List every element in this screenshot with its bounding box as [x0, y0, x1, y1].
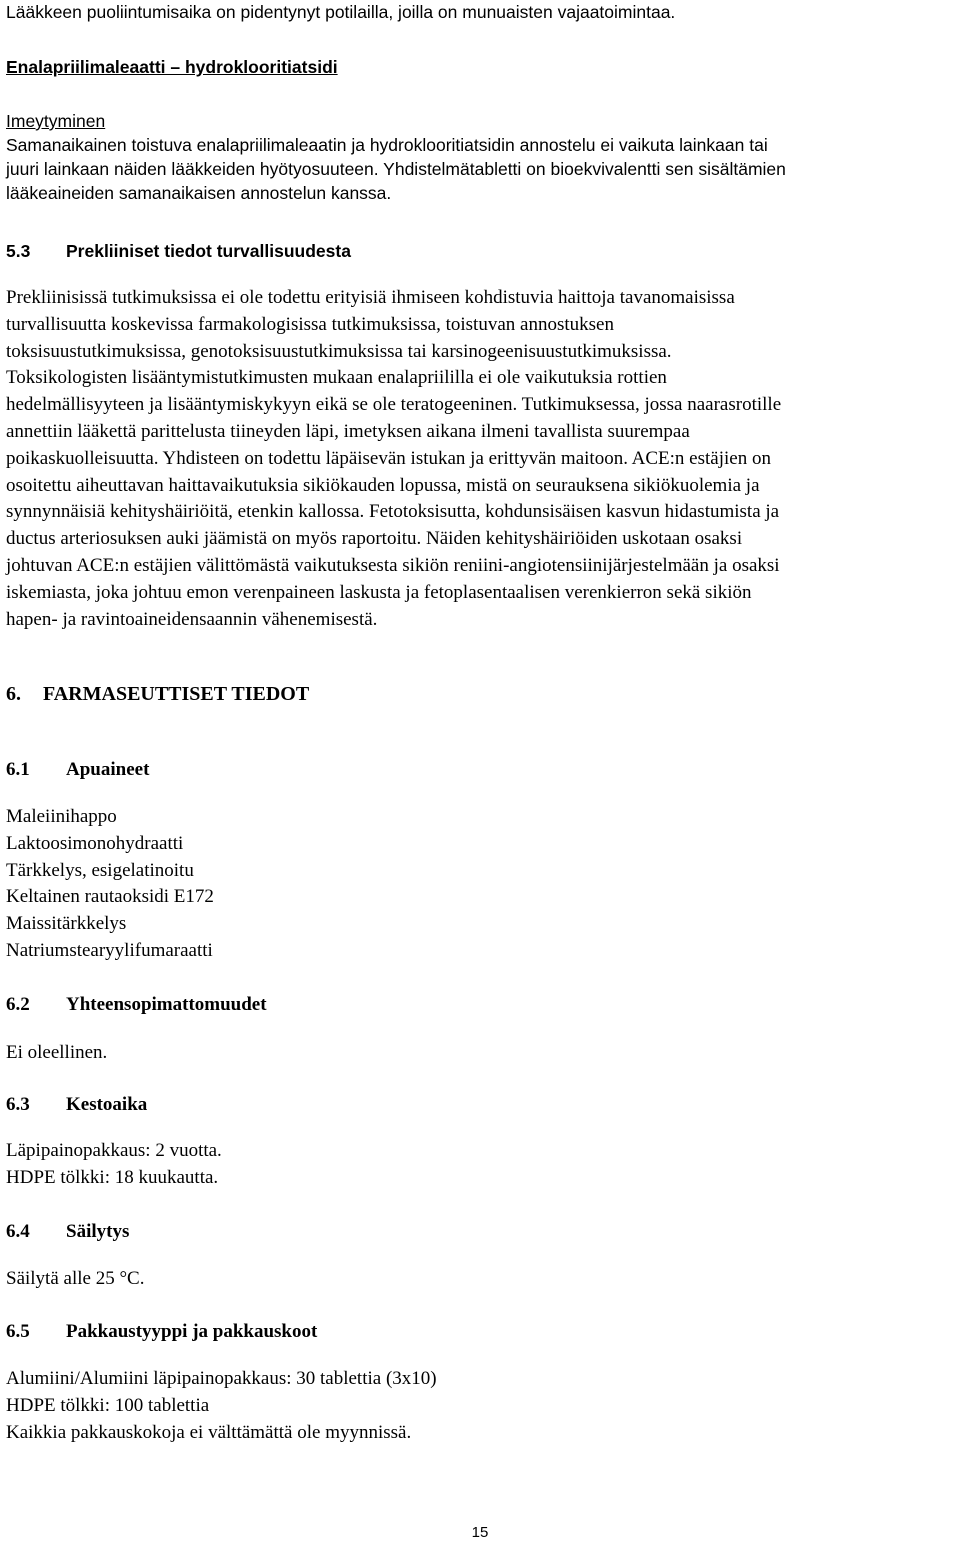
- section-6-1-heading: 6.1 Apuaineet: [6, 759, 150, 780]
- body-line: Läpipainopakkaus: 2 vuotta.: [6, 1140, 222, 1161]
- body-line: johtuvan ACE:n estäjien välittömästä vaikutuksesta sikiön reniini-angiotensiinijärjestelmään ja osaksi: [6, 554, 780, 576]
- list-item: Maissitärkkelys: [6, 913, 127, 935]
- body-line: turvallisuutta koskevissa farmakologisissa tutkimuksissa, toistuvan annostuksen: [6, 313, 614, 335]
- section-6-3-heading: 6.3 Kestoaika: [6, 1094, 148, 1115]
- page-number: 15: [471, 1524, 489, 1541]
- section-6-heading: 6. FARMASEUTTISET TIEDOT: [6, 683, 310, 705]
- body-line: HDPE tölkki: 18 kuukautta.: [6, 1166, 219, 1188]
- absorption-line: juuri lainkaan näiden lääkkeiden hyötyosuuteen. Yhdistelmätabletti on bioekvivalentti sen sisältämien: [6, 159, 786, 179]
- body-line: ductus arteriosuksen auki jäämistä on myös raportoitu. Näiden kehityshäiriöiden uskotaan osaksi: [6, 528, 743, 550]
- body-line: osoitettu aiheuttavan haittavaikutuksia sikiökauden lopussa, mistä on seurauksena sikiökuolemia ja: [6, 474, 760, 496]
- body-line: hedelmällisyyteen ja lisääntymiskykyyn eikä se ole teratogeeninen. Tutkimuksessa, jossa naarasrotille: [6, 394, 782, 416]
- body-line: HDPE tölkki: 100 tablettia: [6, 1394, 210, 1416]
- list-item: Natriumstearyylifumaraatti: [6, 939, 213, 961]
- absorption-line: Samanaikainen toistuva enalapriilimaleaatin ja hydroklooritiatsidin annostelu ei vaikuta lainkaan tai: [6, 135, 768, 155]
- absorption-paragraph: [6, 133, 952, 205]
- body-line: poikaskuolleisuutta. Yhdisteen on todettu läpäisevän istukan ja erittyvän maitoon. ACE:n estäjien on: [6, 447, 771, 469]
- absorption-heading: Imeytyminen: [6, 111, 106, 131]
- body-line: annettiin lääkettä parittelusta tiineyden läpi, imetyksen aikana ilmeni tavallista suurempaa: [6, 420, 690, 442]
- list-item: Laktoosimonohydraatti: [6, 832, 184, 854]
- body-line: Alumiini/Alumiini läpipainopakkaus: 30 tablettia (3x10): [6, 1368, 437, 1389]
- body-line: Kaikkia pakkauskokoja ei välttämättä ole myynnissä.: [6, 1421, 412, 1443]
- section-6-5-text: [6, 1366, 952, 1446]
- list-item: Maleiinihappo: [6, 806, 117, 827]
- section-6-2-heading: 6.2 Yhteensopimattomuudet: [6, 994, 267, 1015]
- section-6-2-text: Ei oleellinen.: [6, 1042, 108, 1063]
- absorption-line: lääkeaineiden samanaikaisen annostelun kanssa.: [6, 183, 392, 203]
- section-6-4-text: Säilytä alle 25 °C.: [6, 1268, 145, 1289]
- intro-sentence: Lääkkeen puoliintumisaika on pidentynyt potilailla, joilla on munuaisten vajaatoimintaa.: [6, 2, 676, 22]
- body-line: iskemiasta, joka johtuu emon verenpaineen laskusta ja fetoplasentaalisen verenkierron sekä sikiön: [6, 581, 752, 603]
- section-6-3-text: [6, 1138, 952, 1192]
- body-line: toksisuustutkimuksissa, genotoksisuustutkimuksissa tai karsinogeenisuustutkimuksissa.: [6, 340, 672, 362]
- section-6-4-heading: 6.4 Säilytys: [6, 1221, 130, 1242]
- section-5-3-heading: 5.3 Prekliiniset tiedot turvallisuudesta: [6, 241, 351, 261]
- body-line: Prekliinisissä tutkimuksissa ei ole todettu erityisiä ihmiseen kohdistuvia haittoja tavanomaisissa: [6, 287, 735, 308]
- section-5-3-paragraph: [6, 285, 952, 633]
- body-line: hapen- ja ravintoaineidensaannin vähenemisestä.: [6, 608, 378, 630]
- section-6-5-heading: 6.5 Pakkaustyyppi ja pakkauskoot: [6, 1321, 318, 1342]
- list-item: Tärkkelys, esigelatinoitu: [6, 859, 194, 881]
- enalapril-heading: Enalapriilimaleaatti – hydroklooritiatsidi: [6, 57, 338, 77]
- list-item: Keltainen rautaoksidi E172: [6, 886, 214, 908]
- body-line: synnynnäisiä kehityshäiriöitä, etenkin kallossa. Fetotoksisutta, kohdunsisäisen kasvun hidastumista ja: [6, 501, 780, 523]
- excipients-list: [6, 804, 214, 965]
- body-line: Toksikologisten lisääntymistutkimusten mukaan enalapriililla ei ole vaikutuksia rottien: [6, 367, 667, 389]
